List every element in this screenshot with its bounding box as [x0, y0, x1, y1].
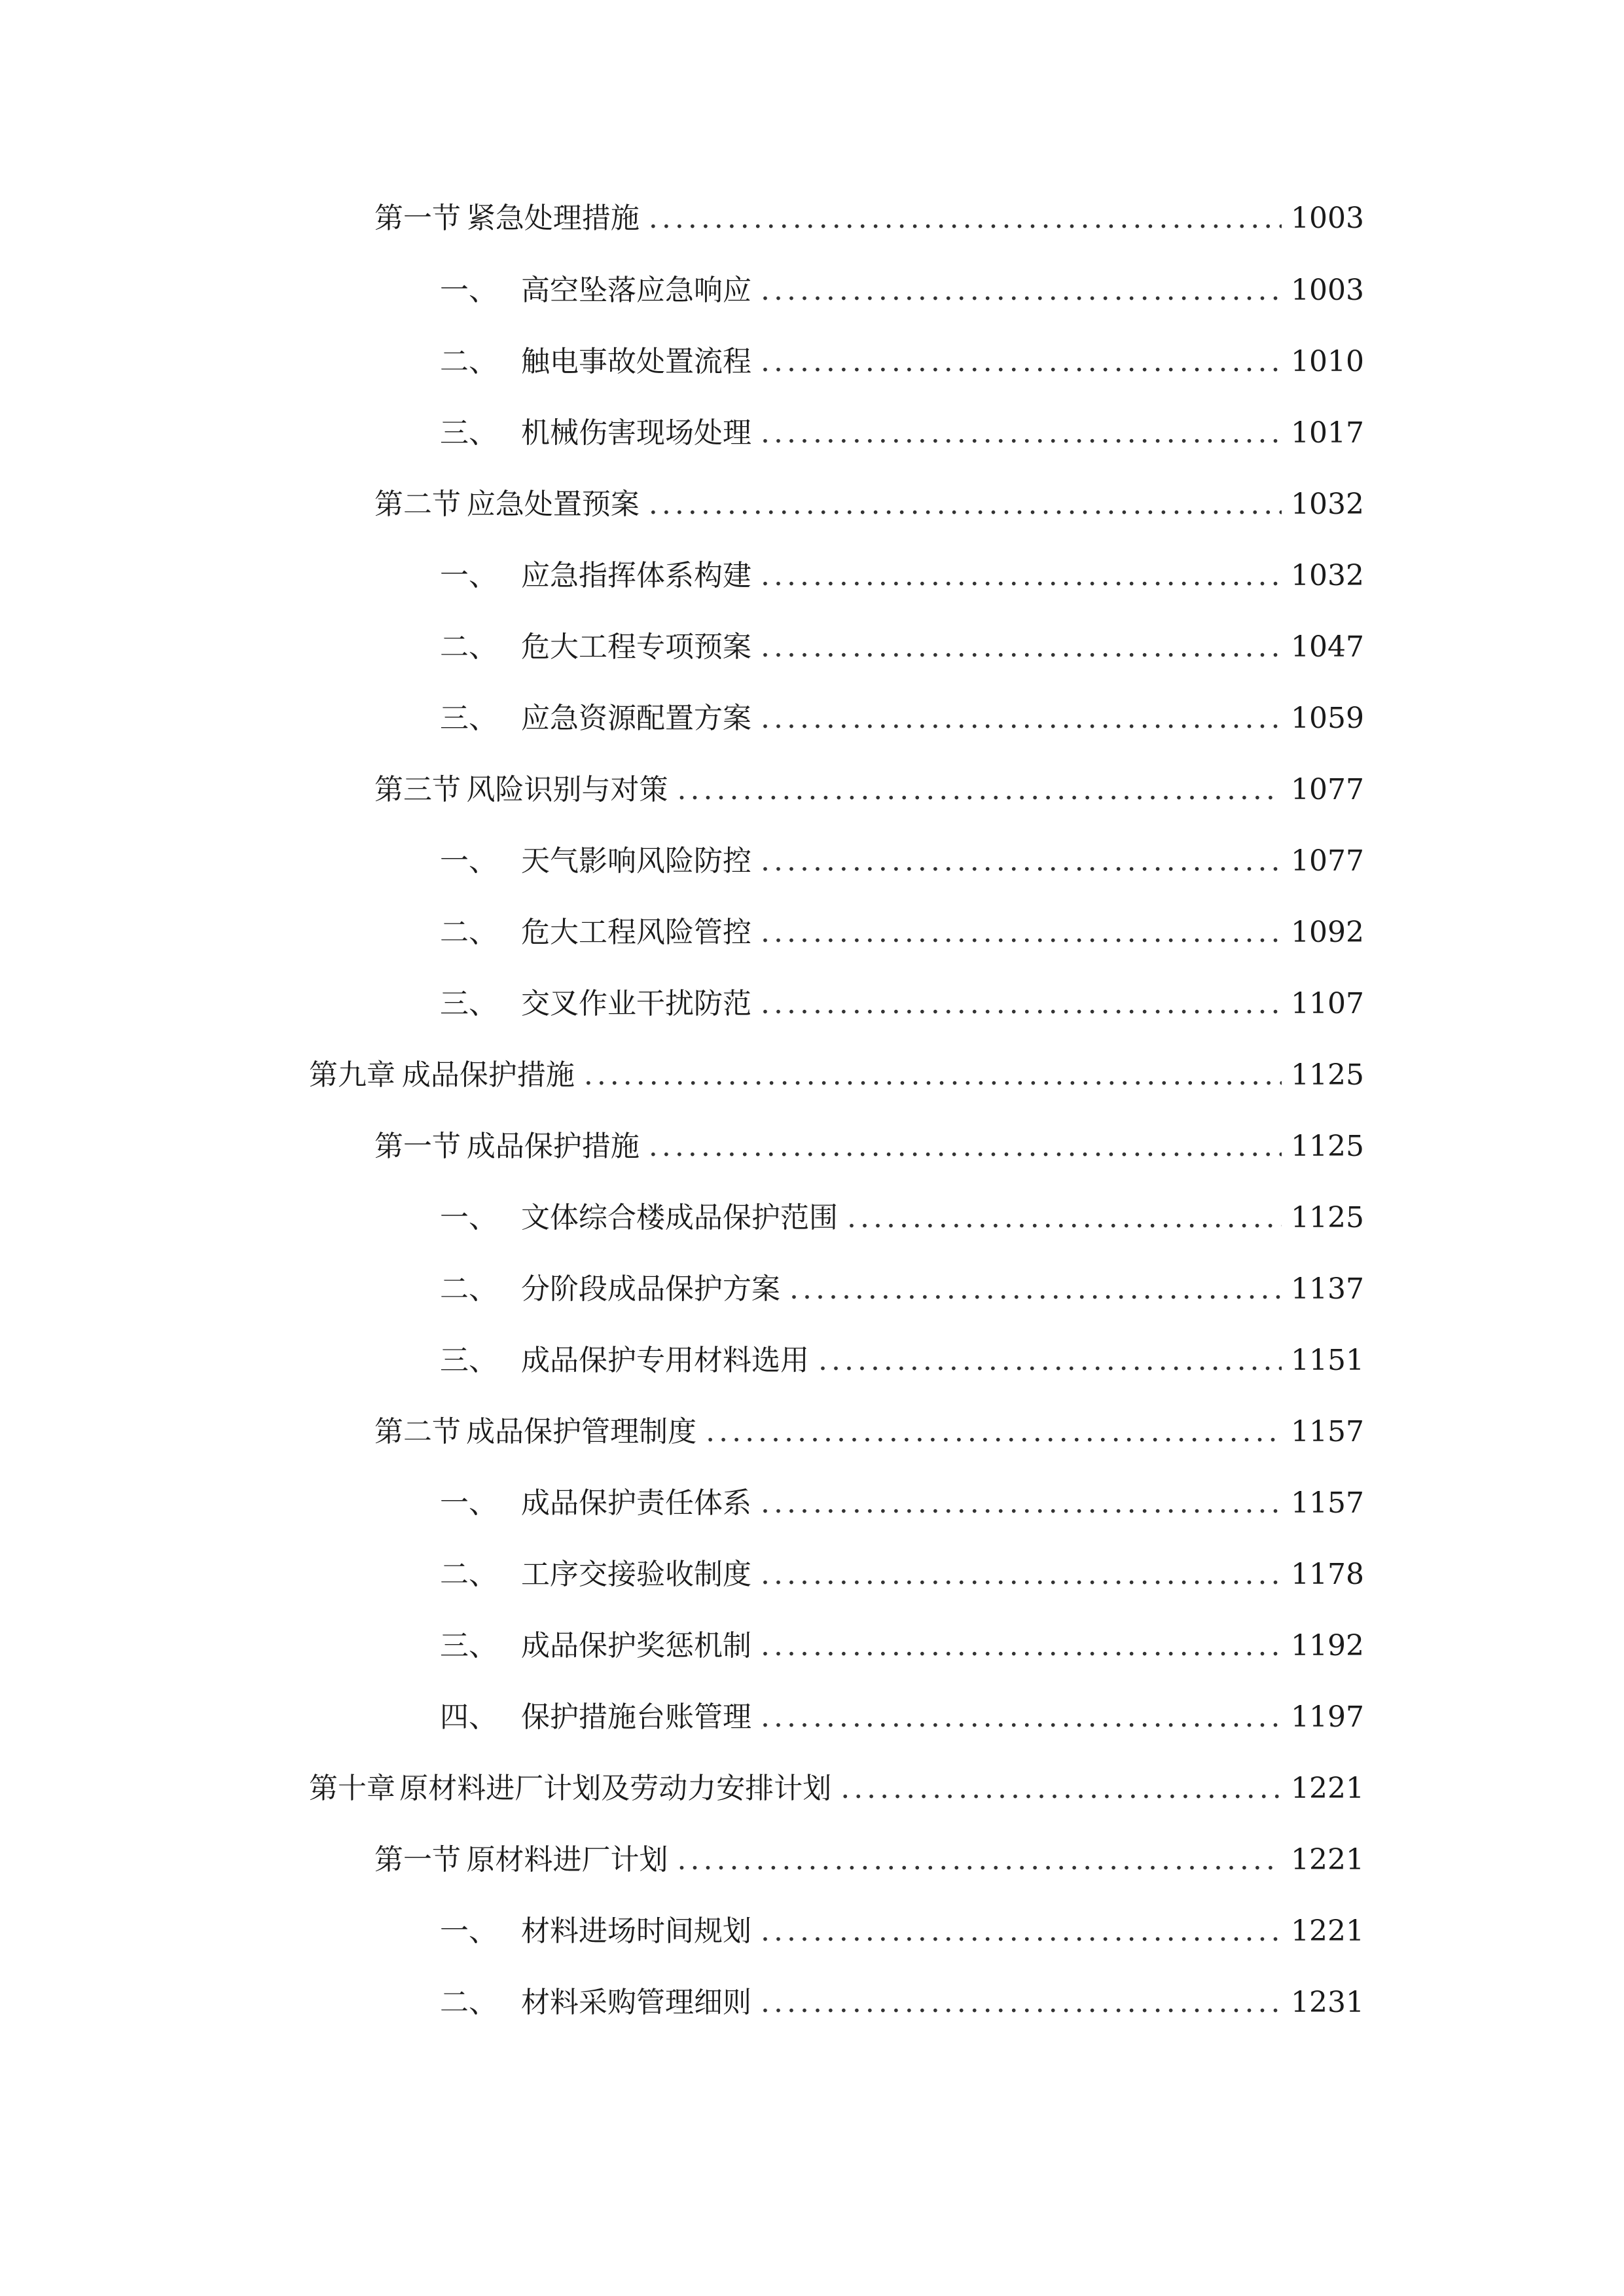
toc-entry[interactable]: [374, 1834, 1364, 1886]
toc-prefix: 二、: [440, 630, 497, 664]
toc-prefix: 第九章: [309, 1058, 395, 1092]
toc-page-number: 1092: [1291, 916, 1364, 949]
toc-entry[interactable]: [374, 1406, 1364, 1458]
dot-leader: [649, 478, 1282, 531]
toc-page-number: 1125: [1291, 1058, 1364, 1092]
toc-title: 保护措施台账管理: [521, 1700, 751, 1734]
toc-page-number: 1032: [1291, 488, 1364, 521]
toc-entry[interactable]: [440, 1691, 1364, 1744]
toc-entry[interactable]: [309, 1763, 1364, 1815]
toc-page-number: 1077: [1291, 844, 1364, 878]
toc-page-number: 1010: [1291, 345, 1364, 378]
toc-title: 成品保护管理制度: [466, 1415, 697, 1448]
toc-prefix: 一、: [440, 559, 497, 592]
toc-entry[interactable]: [440, 1192, 1364, 1244]
toc-prefix: 二、: [440, 1986, 497, 2019]
toc-title: 应急指挥体系构建: [521, 559, 751, 592]
dot-leader: [847, 1192, 1282, 1244]
toc-entry[interactable]: [440, 1477, 1364, 1530]
toc-prefix: 第一节: [374, 202, 461, 235]
toc-title: 应急资源配置方案: [521, 702, 751, 735]
toc-entry[interactable]: [440, 1977, 1364, 2029]
toc-entry[interactable]: [440, 978, 1364, 1030]
toc-entry[interactable]: [440, 407, 1364, 459]
toc-entry[interactable]: [374, 764, 1364, 816]
toc-title: 原材料进厂计划及劳动力安排计划: [399, 1772, 832, 1805]
toc-entry[interactable]: [440, 1263, 1364, 1316]
toc-title: 高空坠落应急响应: [521, 274, 751, 307]
toc-entry[interactable]: [440, 1905, 1364, 1958]
toc-title: 触电事故处置流程: [521, 345, 751, 378]
toc-page-number: 1151: [1291, 1344, 1364, 1377]
dot-leader: [761, 336, 1282, 388]
toc-title: 风险识别与对策: [466, 773, 668, 806]
toc-prefix: 第二节: [374, 1415, 461, 1448]
toc-prefix: 第三节: [374, 773, 461, 806]
toc-entry[interactable]: [440, 835, 1364, 888]
toc-prefix: 第十章: [309, 1772, 395, 1805]
dot-leader: [840, 1763, 1282, 1815]
toc-title: 成品保护奖惩机制: [521, 1629, 751, 1662]
dot-leader: [761, 906, 1282, 959]
toc-entry[interactable]: [440, 336, 1364, 388]
toc-entry[interactable]: [440, 1335, 1364, 1387]
toc-entry[interactable]: [440, 906, 1364, 959]
toc-title: 材料进场时间规划: [521, 1914, 751, 1948]
dot-leader: [677, 1834, 1282, 1886]
toc-page-number: 1221: [1291, 1914, 1364, 1948]
toc-title: 成品保护措施: [466, 1130, 640, 1163]
dot-leader: [761, 1477, 1282, 1530]
dot-leader: [789, 1263, 1282, 1316]
dot-leader: [761, 264, 1282, 317]
dot-leader: [649, 1121, 1282, 1173]
toc-prefix: 三、: [440, 416, 497, 450]
toc-title: 成品保护措施: [401, 1058, 575, 1092]
toc-title: 工序交接验收制度: [521, 1558, 751, 1591]
dot-leader: [761, 1620, 1282, 1672]
toc-prefix: 一、: [440, 274, 497, 307]
toc-prefix: 第一节: [374, 1130, 461, 1163]
toc-prefix: 第一节: [374, 1843, 461, 1876]
toc-title: 原材料进厂计划: [466, 1843, 668, 1876]
toc-title: 危大工程专项预案: [521, 630, 751, 664]
toc-title: 材料采购管理细则: [521, 1986, 751, 2019]
toc-prefix: 三、: [440, 1629, 497, 1662]
toc-title: 天气影响风险防控: [521, 844, 751, 878]
toc-page-number: 1017: [1291, 416, 1364, 450]
dot-leader: [761, 978, 1282, 1030]
toc-title: 机械伤害现场处理: [521, 416, 751, 450]
toc-title: 分阶段成品保护方案: [521, 1272, 780, 1306]
toc-page-number: 1125: [1291, 1130, 1364, 1163]
toc-page-number: 1077: [1291, 773, 1364, 806]
dot-leader: [706, 1406, 1282, 1458]
toc-prefix: 二、: [440, 916, 497, 949]
toc-prefix: 二、: [440, 1558, 497, 1591]
dot-leader: [761, 692, 1282, 745]
toc-prefix: 三、: [440, 702, 497, 735]
toc-page-number: 1059: [1291, 702, 1364, 735]
toc-page-number: 1178: [1291, 1558, 1364, 1591]
toc-page-number: 1231: [1291, 1986, 1364, 2019]
toc-prefix: 三、: [440, 987, 497, 1020]
toc-title: 紧急处理措施: [466, 202, 640, 235]
toc-entry[interactable]: [440, 621, 1364, 673]
dot-leader: [761, 407, 1282, 459]
toc-title: 成品保护责任体系: [521, 1486, 751, 1520]
dot-leader: [649, 192, 1282, 245]
toc-title: 成品保护专用材料选用: [521, 1344, 809, 1377]
toc-prefix: 二、: [440, 1272, 497, 1306]
toc-page-number: 1137: [1291, 1272, 1364, 1306]
toc-entry[interactable]: [440, 264, 1364, 317]
toc-page-number: 1047: [1291, 630, 1364, 664]
toc-title: 应急处置预案: [466, 488, 640, 521]
toc-page-number: 1192: [1291, 1629, 1364, 1662]
dot-leader: [761, 1977, 1282, 2029]
toc-entry[interactable]: [440, 550, 1364, 602]
toc-entry[interactable]: [374, 478, 1364, 531]
dot-leader: [677, 764, 1282, 816]
dot-leader: [761, 835, 1282, 888]
toc-prefix: 二、: [440, 345, 497, 378]
toc-prefix: 四、: [440, 1700, 497, 1734]
dot-leader: [761, 1905, 1282, 1958]
toc-prefix: 一、: [440, 1486, 497, 1520]
dot-leader: [761, 1549, 1282, 1601]
toc-page-number: 1003: [1291, 202, 1364, 235]
toc-page-number: 1003: [1291, 274, 1364, 307]
toc-prefix: 一、: [440, 1201, 497, 1234]
dot-leader: [761, 550, 1282, 602]
toc-prefix: 一、: [440, 844, 497, 878]
toc-page-number: 1157: [1291, 1415, 1364, 1448]
dot-leader: [761, 1691, 1282, 1744]
toc-page-number: 1032: [1291, 559, 1364, 592]
toc-page-number: 1107: [1291, 987, 1364, 1020]
toc-prefix: 一、: [440, 1914, 497, 1948]
toc-entry[interactable]: [440, 1549, 1364, 1601]
toc-title: 文体综合楼成品保护范围: [521, 1201, 838, 1234]
toc-page-number: 1125: [1291, 1201, 1364, 1234]
toc-page-number: 1197: [1291, 1700, 1364, 1734]
toc-entry[interactable]: [440, 1620, 1364, 1672]
toc-entry[interactable]: [374, 1121, 1364, 1173]
toc-prefix: 第二节: [374, 488, 461, 521]
toc-entry[interactable]: [374, 192, 1364, 245]
dot-leader: [761, 621, 1282, 673]
toc-entry[interactable]: [309, 1049, 1364, 1102]
toc-title: 交叉作业干扰防范: [521, 987, 751, 1020]
toc-entry[interactable]: [440, 692, 1364, 745]
toc-page-number: 1221: [1291, 1772, 1364, 1805]
toc-page-number: 1157: [1291, 1486, 1364, 1520]
toc-page-number: 1221: [1291, 1843, 1364, 1876]
toc-title: 危大工程风险管控: [521, 916, 751, 949]
toc-prefix: 三、: [440, 1344, 497, 1377]
dot-leader: [818, 1335, 1282, 1387]
dot-leader: [584, 1049, 1282, 1102]
